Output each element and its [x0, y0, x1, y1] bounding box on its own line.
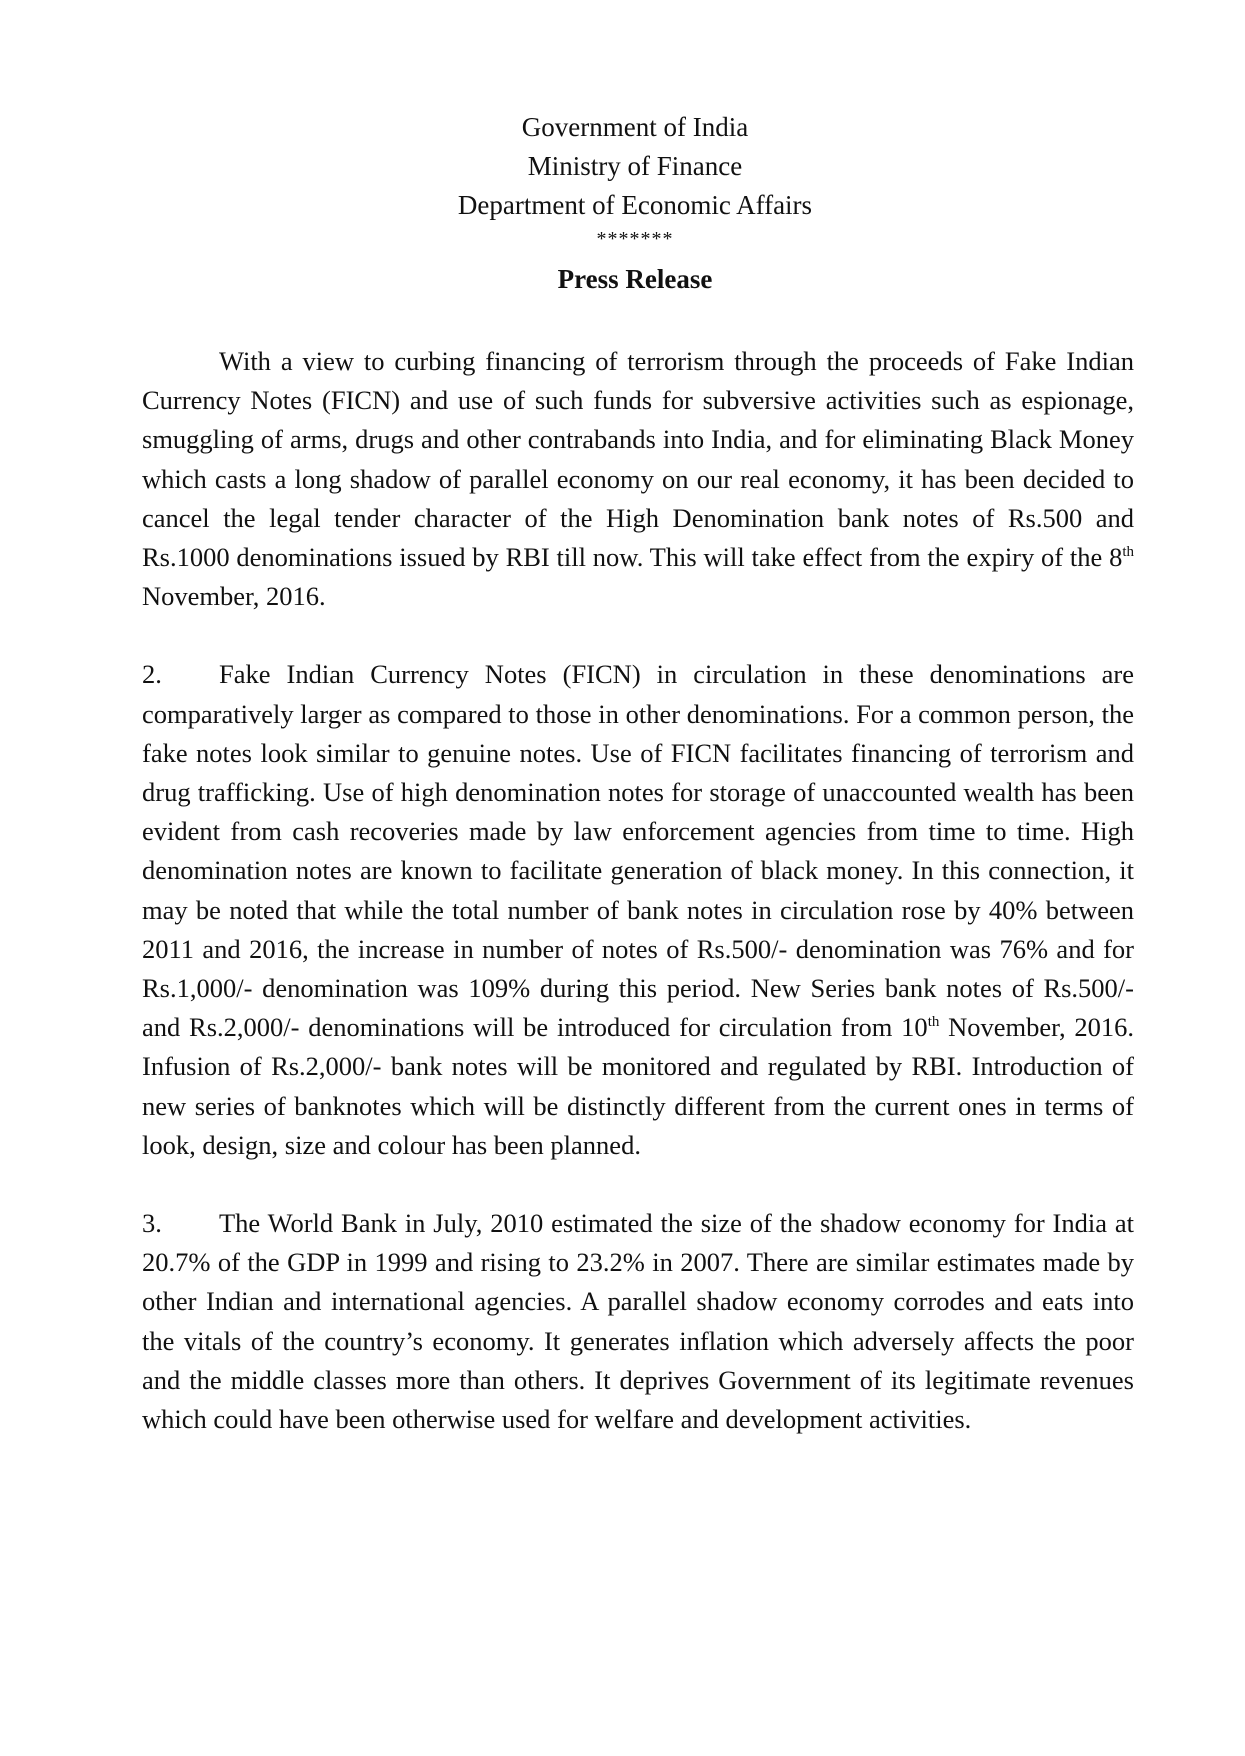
page-title: Press Release: [557, 264, 713, 294]
header-department: Department of Economic Affairs: [457, 190, 813, 220]
paragraph-3-number: 3.: [142, 1208, 162, 1239]
paragraph-2-text-a: Fake Indian Currency Notes (FICN) in circulation in these denominations are comparatively larger as compared to those in other denominations. For a common person, the fake notes look similar to genuine notes. Use of FICN facilitates financing of terrorism and drug trafficking. Use of high denomination notes for storage of unaccounted wealth has been evident from cash recoveries made by law enforcement agencies from time to time. High denomination notes are known to facilitate generation of black money. In this connection, it may be noted that while the total number of bank notes in circulation rose by 40% between 2011 and 2016, the increase in number of notes of Rs.500/- denomination was 76% and for Rs.1,000/- denomination was 109% during this period. New Series bank notes of Rs.500/- and Rs.2,000/- denominations will be introduced for circulation from 10: [142, 659, 1134, 1043]
paragraph-3-text: The World Bank in July, 2010 estimated the size of the shadow economy for India at 20.7% of the GDP in 1999 and rising to 23.2% in 2007. There are similar estimates made by other Indian and international agencies. A parallel shadow economy corrodes and eats into the vitals of the country’s economy. It generates inflation which adversely affects the poor and the middle classes more than others. It deprives Government of its legitimate revenues which could have been otherwise used for welfare and development activities.: [142, 1208, 1134, 1435]
paragraph-2-number: 2.: [142, 659, 162, 690]
header-separator-stars: *******: [596, 228, 674, 250]
paragraph-3: [142, 1204, 1134, 1439]
paragraph-1-superscript: th: [1122, 544, 1134, 561]
paragraph-1-text-b: November, 2016.: [142, 581, 326, 612]
header-ministry: Ministry of Finance: [527, 151, 743, 181]
paragraph-1-text-a: With a view to curbing financing of terrorism through the proceeds of Fake Indian Currency Notes (FICN) and use of such funds for subversive activities such as espionage, smuggling of arms, drugs and other contrabands into India, and for eliminating Black Money which casts a long shadow of parallel economy on our real economy, it has been decided to cancel the legal tender character of the High Denomination bank notes of Rs.500 and Rs.1000 denominations issued by RBI till now. This will take effect from the expiry of the 8: [142, 346, 1134, 573]
paragraph-2-text-b: November, 2016. Infusion of Rs.2,000/- bank notes will be monitored and regulated by RBI. Introduction of new series of banknotes which will be distinctly different from the current ones in terms of look, design, size and colour has been planned.: [142, 1012, 1134, 1160]
paragraph-1: [142, 342, 1134, 616]
letterhead: [0, 108, 1245, 299]
paragraph-2: [142, 655, 1134, 1165]
paragraph-2-superscript: th: [927, 1014, 940, 1031]
header-government: Government of India: [521, 112, 749, 142]
press-release-body: [142, 342, 1134, 1478]
